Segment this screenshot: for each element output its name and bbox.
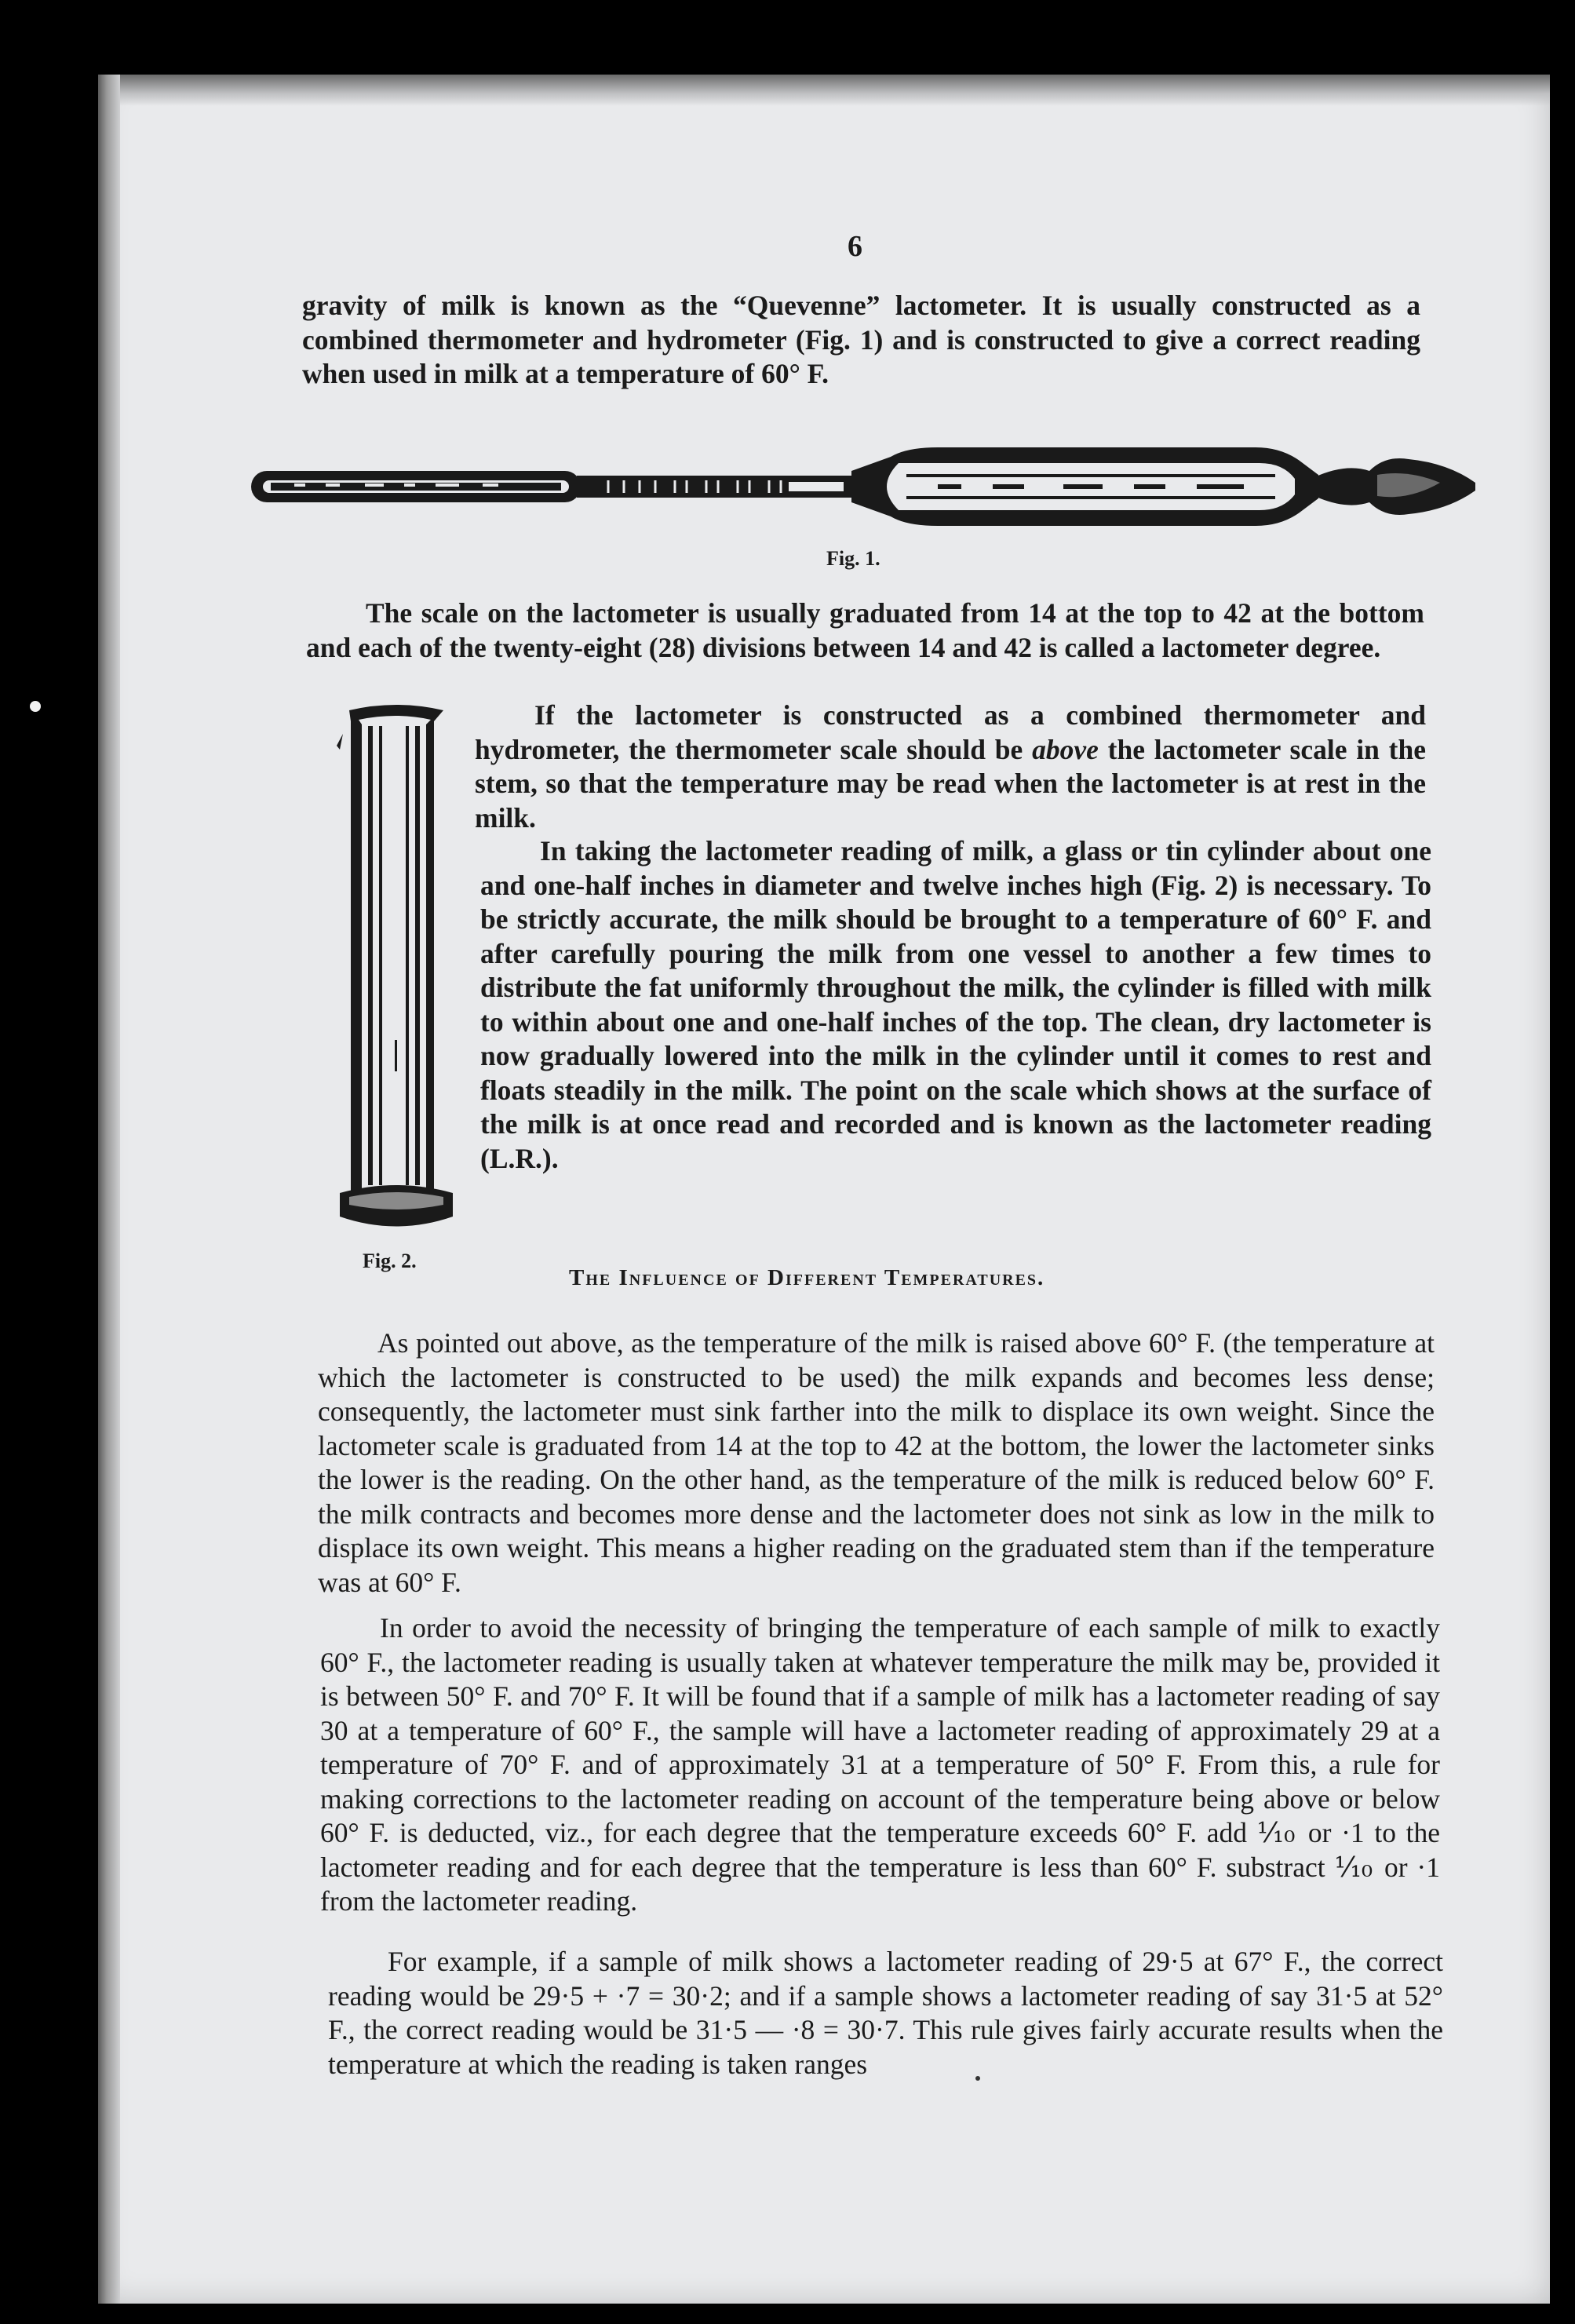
example-paragraph: For example, if a sample of milk shows a lactometer reading of 29·5 at 67° F., the correct reading would be 29·5 + ·7 = 30·2; and if a sample shows a lactometer reading of say 31·5 at 52° F., the correct reading would be 31·5 — ·8 = 30·7. This rule gives fairly accurate results when the temperature at which the reading is taken ranges <box>328 1946 1443 2080</box>
scale-paragraph: The scale on the lactometer is usually graduated from 14 at the top to 42 at the bottom and each of the twenty-eight (28) divisions between 14 and 42 is called a lactometer degree. <box>306 597 1424 663</box>
avoid-paragraph: In order to avoid the necessity of bringing the temperature of each sample of milk to exactly 60° F., the lactometer reading is usually taken at whatever temperature the milk may be, provided it is between 50° F. and 70° F. It will be found that if a sample of milk has a lactometer reading of say 30 at a temperature of 60° F., the sample will have a lactometer reading of approximately 29 at a temperature of 70° F. and of approximately 31 at a temperature of 50° F. From this, a rule for making corrections to the lactometer reading on account of the temperature being above or below 60° F. is deducted, viz., for each degree that the temperature exceeds 60° F. add ⅒ or ·1 to the lactometer reading and for each degree that the temperature is less than 60° F. substract ⅒ or ·1 from the lactometer reading. <box>320 1612 1440 1917</box>
page-top-shadow <box>98 75 1550 106</box>
section-heading: The Influence of Different Temperatures. <box>569 1265 1045 1290</box>
figure-2-caption: Fig. 2. <box>363 1250 417 1272</box>
figure-1-caption: Fig. 1. <box>826 547 880 570</box>
construct-emphasis: above <box>1032 733 1099 765</box>
lactometer-illustration <box>247 440 1479 534</box>
cylinder-illustration <box>334 702 459 1244</box>
intro-paragraph: gravity of milk is known as the “Quevenne” lactometer. It is usually constructed as a combined thermometer and hydrometer (Fig. 1) and is constructed to give a correct reading when used in milk at a temperature of 60° F. <box>302 290 1420 389</box>
scan-dot <box>975 2076 980 2081</box>
scan-speck <box>30 701 41 712</box>
influence-paragraph: As pointed out above, as the temperature of the milk is raised above 60° F. (the temperature at which the lactometer is constructed to be used) the milk expands and becomes less dense; consequently, the lactometer must sink farther into the milk to displace its own weight. Since the lactometer scale is graduated from 14 at the top to 42 at the bottom, the lower the lactometer sinks the lower is the reading. On the other hand, as the temperature of the milk is reduced below 60° F. the milk contracts and becomes more dense and the lactometer does not sink as low in the milk to displace its own weight. This means a higher reading on the graduated stem than if the temperature was at 60° F. <box>318 1327 1435 1598</box>
page-number: 6 <box>848 230 862 263</box>
construct-text-before: If the lactometer is constructed as a combined thermometer and hydrometer, the thermometer scale should be <box>475 699 1426 765</box>
construct-text-after: the lactometer scale in the stem, so that the temperature may be read when the lactometer is at rest in the milk. <box>475 733 1427 834</box>
taking-paragraph: In taking the lactometer reading of milk, a glass or tin cylinder about one and one-half inches in diameter and twelve inches high (Fig. 2) is necessary. To be strictly accurate, the milk should be brought to a temperature of 60° F. and after carefully pouring the milk from one vessel to another a few times to distribute the fat uniformly throughout the milk, the cylinder is filled with milk to within about one and one-half inches of the top. The clean, dry lactometer is now gradually lowered into the milk in the cylinder until it comes to rest and floats steadily in the milk. The point on the scale which shows at the surface of the milk is at once read and recorded and is known as the lactometer reading (L.R.). <box>480 835 1431 1174</box>
page-left-shadow <box>98 75 120 2304</box>
construct-paragraph <box>475 699 1426 835</box>
